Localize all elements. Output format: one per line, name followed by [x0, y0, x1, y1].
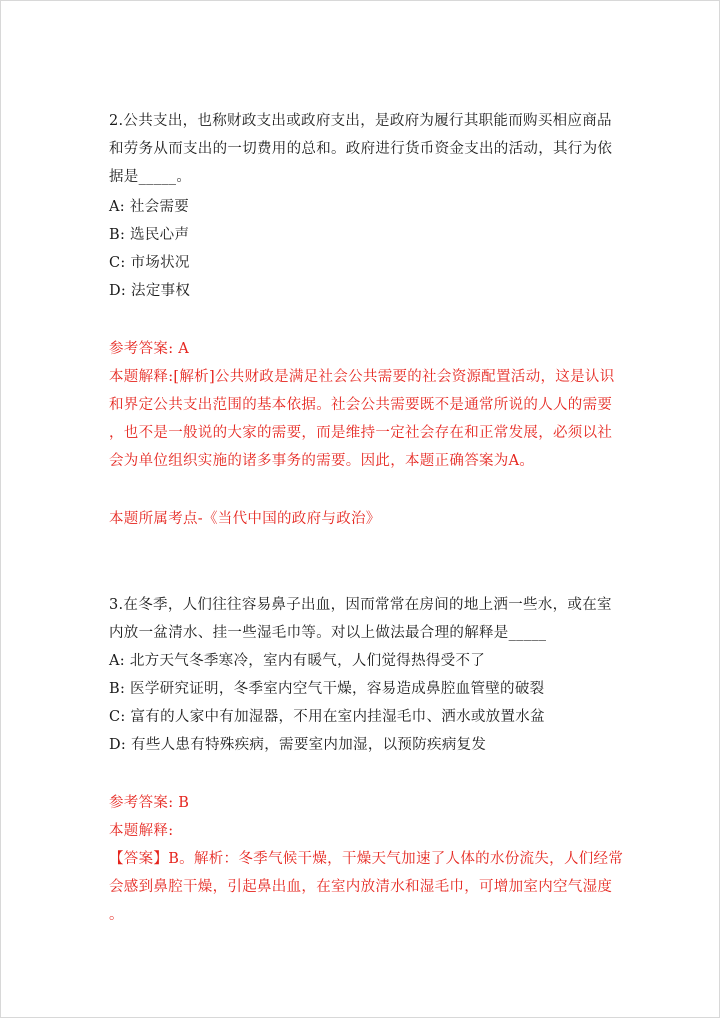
- q2-explanation-line-1: 本题解释:[解析]公共财政是满足社会公共需要的社会资源配置活动，这是认识: [109, 369, 615, 385]
- q3-option-d: D: 有些人患有特殊疾病，需要室内加湿，以预防疾病复发: [109, 737, 487, 753]
- q3-option-a: A: 北方天气冬季寒冷，室内有暖气，人们觉得热得受不了: [109, 653, 486, 669]
- q2-stem-line-3: 据是_____。: [109, 169, 192, 185]
- q2-option-d: D: 法定事权: [109, 283, 191, 299]
- q2-option-a: A: 社会需要: [109, 199, 190, 215]
- q2-option-b: B: 选民心声: [109, 227, 190, 243]
- q3-stem-line-1: 3.在冬季，人们往往容易鼻子出血，因而常常在房间的地上洒一些水，或在室: [109, 597, 612, 613]
- q2-option-c: C: 市场状况: [109, 255, 190, 271]
- q3-answer: 参考答案: B: [109, 795, 190, 811]
- q2-topic: 本题所属考点-《当代中国的政府与政治》: [109, 511, 381, 527]
- q3-option-b: B: 医学研究证明，冬季室内空气干燥，容易造成鼻腔血管壁的破裂: [109, 681, 545, 697]
- q3-explanation-label: 本题解释:: [109, 823, 174, 839]
- q2-explanation-line-3: ，也不是一般说的大家的需要，而是维持一定社会存在和正常发展，必须以社: [109, 425, 613, 441]
- q3-explanation-line-3: 。: [109, 907, 124, 923]
- q3-option-c: C: 富有的人家中有加湿器，不用在室内挂湿毛巾、洒水或放置水盆: [109, 709, 545, 725]
- q3-explanation-line-1: 【答案】B。解析：冬季气候干燥，干燥天气加速了人体的水份流失，人们经常: [109, 851, 624, 867]
- q2-explanation-line-4: 会为单位组织实施的诸多事务的需要。因此，本题正确答案为A。: [109, 453, 535, 469]
- q2-stem-line-2: 和劳务从而支出的一切费用的总和。政府进行货币资金支出的活动，其行为依: [109, 141, 613, 157]
- q2-explanation-line-2: 和界定公共支出范围的基本依据。社会公共需要既不是通常所说的人人的需要: [109, 397, 613, 413]
- q3-stem-line-2: 内放一盆清水、挂一些湿毛巾等。对以上做法最合理的解释是_____: [109, 625, 547, 641]
- q3-explanation-line-2: 会感到鼻腔干燥，引起鼻出血，在室内放清水和湿毛巾，可增加室内空气湿度: [109, 879, 613, 895]
- q2-stem-line-1: 2.公共支出，也称财政支出或政府支出，是政府为履行其职能而购买相应商品: [109, 113, 612, 129]
- q2-answer: 参考答案: A: [109, 341, 190, 357]
